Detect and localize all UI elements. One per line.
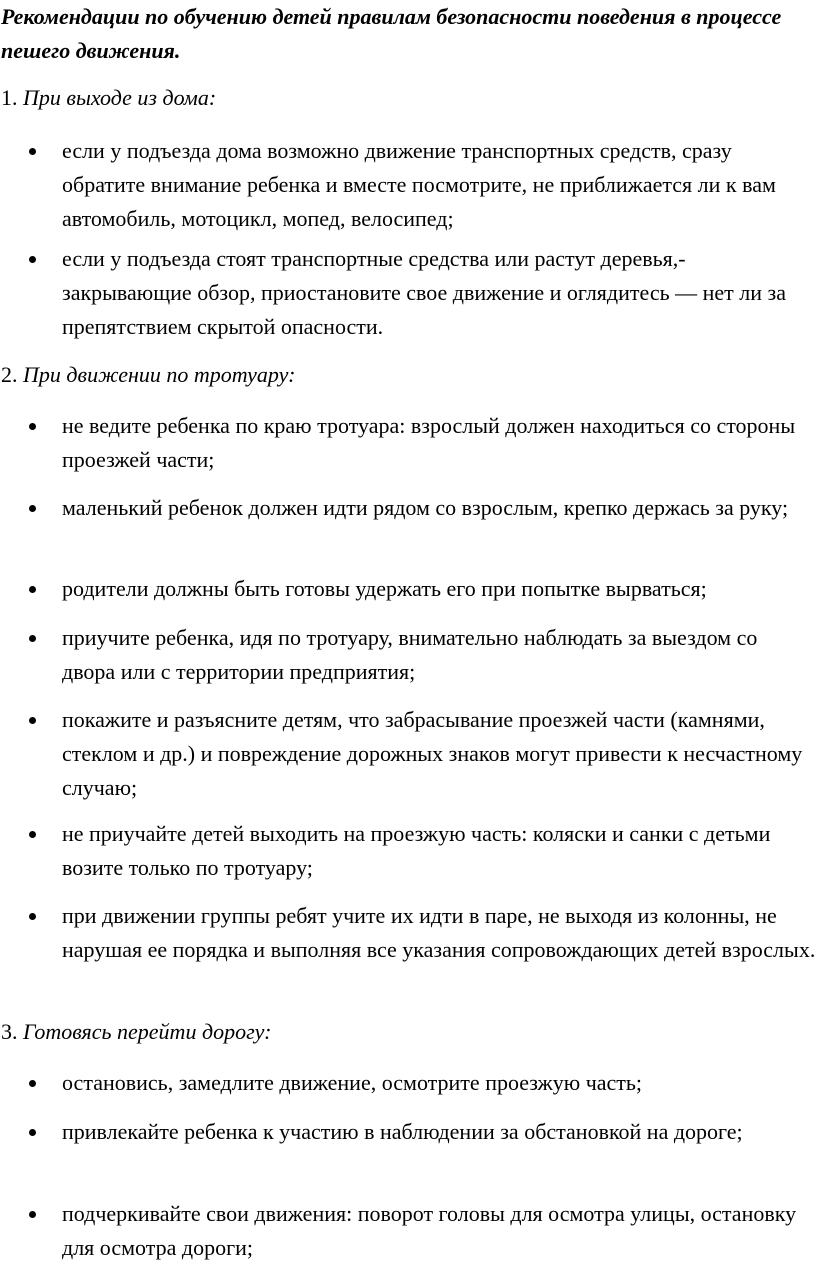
- list-item-text: не приучайте детей выходить на проезжую часть: коляски и санки с детьми возите только по тротуару;: [62, 821, 771, 880]
- list-item: [62, 134, 816, 236]
- bullet-icon: [29, 1129, 36, 1136]
- list-item-text: если у подъезда дома возможно движение транспортных средств, сразу обратите внимание ребенка и вместе посмотрите, не приближается ли к вам автомобиль, мотоцикл, мопед, велосипед;: [62, 138, 776, 231]
- section-title: При движении по тротуару:: [23, 362, 296, 387]
- bullet-icon: [29, 913, 36, 920]
- section-number: 1.: [1, 85, 18, 110]
- list-item: [62, 1115, 816, 1149]
- list-item-text: остановись, замедлите движение, осмотрите проезжую часть;: [62, 1070, 643, 1095]
- section-title: При выходе из дома:: [23, 85, 217, 110]
- bullet-icon: [29, 148, 36, 155]
- bullet-icon: [29, 586, 36, 593]
- bullet-icon: [29, 1080, 36, 1087]
- section-heading-3: [1, 1017, 271, 1047]
- list-item-text: родители должны быть готовы удержать его при попытке вырваться;: [62, 576, 707, 601]
- section-title: Готовясь перейти дорогу:: [23, 1019, 272, 1044]
- list-item-text: покажите и разъясните детям, что забрасывание проезжей части (камнями, стеклом и др.) и повреждение дорожных знаков могут привести к несчастному случаю;: [62, 707, 803, 800]
- section-heading-2: [1, 360, 295, 390]
- bullet-icon: [29, 505, 36, 512]
- list-item-text: не ведите ребенка по краю тротуара: взрослый должен находиться со стороны проезжей части;: [62, 413, 796, 472]
- bullet-icon: [29, 831, 36, 838]
- list-item-text: подчеркивайте свои движения: поворот головы для осмотра улицы, остановку для осмотра дороги;: [62, 1201, 797, 1260]
- list-item: [62, 409, 816, 477]
- list-item: [62, 703, 816, 805]
- list-item: [62, 491, 816, 525]
- list-item-text: если у подъезда стоят транспортные средства или растут деревья,- закрывающие обзор, приостановите свое движение и оглядитесь — нет ли за препятствием скрытой опасности.: [62, 246, 786, 339]
- list-item: [62, 899, 816, 967]
- list-item: [62, 572, 816, 606]
- section-heading-1: [1, 83, 216, 113]
- list-item: [62, 817, 816, 885]
- section-number: 2.: [1, 362, 18, 387]
- bullet-icon: [29, 1211, 36, 1218]
- document-title: Рекомендации по обучению детей правилам безопасности поведения в процессе пешего движения.: [1, 4, 782, 63]
- section-number: 3.: [1, 1019, 18, 1044]
- bullet-icon: [29, 717, 36, 724]
- list-item-text: при движении группы ребят учите их идти в паре, не выходя из колонны, не нарушая ее порядка и выполняя все указания сопровождающих детей взрослых.: [62, 903, 816, 962]
- list-item: [62, 242, 816, 344]
- list-item: [62, 621, 816, 689]
- list-item-text: привлекайте ребенка к участию в наблюдении за обстановкой на дороге;: [62, 1119, 743, 1144]
- bullet-icon: [29, 423, 36, 430]
- list-item: [62, 1066, 816, 1100]
- bullet-icon: [29, 256, 36, 263]
- list-item: [62, 1197, 816, 1265]
- bullet-icon: [29, 635, 36, 642]
- list-item-text: приучите ребенка, идя по тротуару, внимательно наблюдать за выездом со двора или с территории предприятия;: [62, 625, 758, 684]
- list-item-text: маленький ребенок должен идти рядом со взрослым, крепко держась за руку;: [62, 495, 789, 520]
